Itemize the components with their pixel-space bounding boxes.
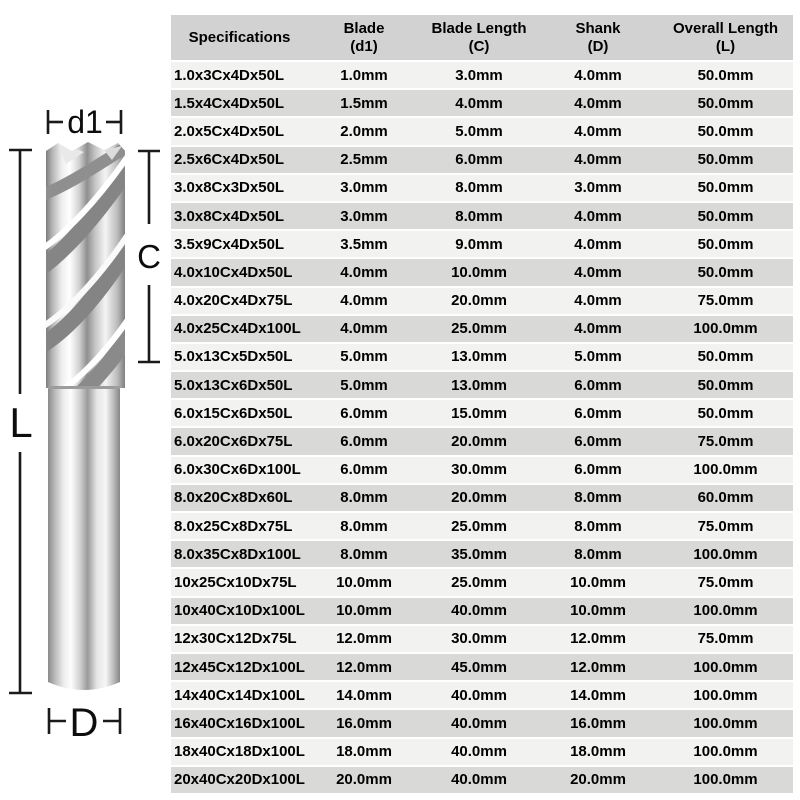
value-cell: 40.0mm [451,771,507,789]
value-cell: 8.0mm [455,207,503,225]
spec-cell: 8.0x25Cx8Dx75L [174,517,293,535]
value-cell: 75.0mm [697,292,754,310]
value-cell: 50.0mm [697,179,754,197]
spec-table [171,15,793,795]
value-cell: 6.0mm [574,404,622,422]
value-cell: 6.0mm [340,404,388,422]
value-cell: 4.0mm [574,320,622,338]
value-cell: 3.0mm [340,179,388,197]
value-cell: 4.0mm [455,94,503,112]
table-row [171,541,793,569]
table-row [171,316,793,344]
value-cell: 3.0mm [455,66,503,84]
value-cell: 10.0mm [570,573,626,591]
dimension-d1 [48,104,121,140]
dimension-c [137,151,161,362]
header-cell-shank [538,15,658,60]
value-cell: 100.0mm [693,743,758,761]
value-cell: 12.0mm [570,630,626,648]
header-sublabel: (C) [468,37,490,55]
value-cell: 25.0mm [451,517,507,535]
table-row [171,259,793,287]
value-cell: 2.0mm [340,122,388,140]
value-cell: 75.0mm [697,433,754,451]
tool-diagram [0,0,171,800]
value-cell: 60.0mm [697,489,754,507]
table-row [171,569,793,597]
value-cell: 50.0mm [697,207,754,225]
value-cell: 20.0mm [570,771,626,789]
value-cell: 4.0mm [574,151,622,169]
value-cell: 20.0mm [451,489,507,507]
dimension-l [9,150,33,693]
value-cell: 50.0mm [697,376,754,394]
value-cell: 40.0mm [451,743,507,761]
table-row [171,598,793,626]
table-row [171,739,793,767]
value-cell: 50.0mm [697,235,754,253]
spec-cell: 12x45Cx12Dx100L [174,658,305,676]
value-cell: 100.0mm [693,714,758,732]
value-cell: 4.0mm [574,66,622,84]
spec-cell: 3.0x8Cx4Dx50L [174,207,285,225]
value-cell: 100.0mm [693,602,758,620]
value-cell: 12.0mm [570,658,626,676]
value-cell: 100.0mm [693,686,758,704]
value-cell: 10.0mm [336,602,392,620]
value-cell: 9.0mm [455,235,503,253]
table-row [171,344,793,372]
value-cell: 13.0mm [451,348,507,366]
spec-cell: 4.0x20Cx4Dx75L [174,292,293,310]
d1-label: d1 [67,104,103,140]
value-cell: 100.0mm [693,461,758,479]
spec-cell: 3.5x9Cx4Dx50L [174,235,285,253]
value-cell: 20.0mm [451,433,507,451]
value-cell: 6.0mm [455,151,503,169]
value-cell: 20.0mm [336,771,392,789]
spec-cell: 8.0x35Cx8Dx100L [174,545,301,563]
value-cell: 12.0mm [336,630,392,648]
value-cell: 13.0mm [451,376,507,394]
spec-table-header [171,15,793,62]
spec-cell: 20x40Cx20Dx100L [174,771,305,789]
value-cell: 3.0mm [574,179,622,197]
value-cell: 25.0mm [451,320,507,338]
value-cell: 35.0mm [451,545,507,563]
value-cell: 8.0mm [340,489,388,507]
spec-cell: 5.0x13Cx5Dx50L [174,348,293,366]
header-label: Shank [575,19,621,37]
spec-cell: 10x25Cx10Dx75L [174,573,297,591]
shank-section [48,386,120,690]
value-cell: 18.0mm [336,743,392,761]
spec-cell: 1.0x3Cx4Dx50L [174,66,285,84]
value-cell: 30.0mm [451,461,507,479]
header-cell-overall-length [658,15,793,60]
value-cell: 1.0mm [340,66,388,84]
value-cell: 14.0mm [336,686,392,704]
value-cell: 4.0mm [574,94,622,112]
table-row [171,457,793,485]
c-label: C [137,238,161,275]
l-label: L [9,399,33,446]
value-cell: 16.0mm [336,714,392,732]
value-cell: 50.0mm [697,122,754,140]
header-sublabel: (D) [587,37,609,55]
header-cell-specifications [171,15,308,60]
value-cell: 5.0mm [574,348,622,366]
value-cell: 8.0mm [574,545,622,563]
value-cell: 4.0mm [574,207,622,225]
table-row [171,90,793,118]
d-label: D [69,701,99,745]
table-row [171,710,793,738]
spec-cell: 16x40Cx16Dx100L [174,714,305,732]
value-cell: 4.0mm [574,122,622,140]
value-cell: 75.0mm [697,630,754,648]
table-row [171,231,793,259]
value-cell: 8.0mm [340,517,388,535]
value-cell: 75.0mm [697,573,754,591]
value-cell: 40.0mm [451,686,507,704]
table-row [171,654,793,682]
value-cell: 6.0mm [574,433,622,451]
spec-cell: 6.0x30Cx6Dx100L [174,461,301,479]
header-sublabel: (L) [715,37,736,55]
value-cell: 5.0mm [340,376,388,394]
value-cell: 100.0mm [693,320,758,338]
value-cell: 50.0mm [697,66,754,84]
spec-cell: 2.0x5Cx4Dx50L [174,122,285,140]
value-cell: 6.0mm [340,433,388,451]
value-cell: 6.0mm [574,461,622,479]
value-cell: 75.0mm [697,517,754,535]
spec-cell: 6.0x20Cx6Dx75L [174,433,293,451]
value-cell: 6.0mm [574,376,622,394]
spec-cell: 5.0x13Cx6Dx50L [174,376,293,394]
value-cell: 10.0mm [570,602,626,620]
value-cell: 40.0mm [451,602,507,620]
spec-cell: 12x30Cx12Dx75L [174,630,297,648]
value-cell: 4.0mm [574,263,622,281]
value-cell: 15.0mm [451,404,507,422]
table-row [171,428,793,456]
value-cell: 50.0mm [697,348,754,366]
table-row [171,485,793,513]
value-cell: 1.5mm [340,94,388,112]
value-cell: 8.0mm [455,179,503,197]
value-cell: 3.5mm [340,235,388,253]
table-row [171,118,793,146]
value-cell: 30.0mm [451,630,507,648]
table-row [171,288,793,316]
value-cell: 12.0mm [336,658,392,676]
value-cell: 45.0mm [451,658,507,676]
value-cell: 40.0mm [451,714,507,732]
spec-cell: 1.5x4Cx4Dx50L [174,94,285,112]
value-cell: 100.0mm [693,545,758,563]
header-label: Blade Length [431,19,527,37]
value-cell: 14.0mm [570,686,626,704]
table-row [171,682,793,710]
value-cell: 25.0mm [451,573,507,591]
header-sublabel: (d1) [350,37,378,55]
value-cell: 50.0mm [697,94,754,112]
value-cell: 100.0mm [693,658,758,676]
dimension-d [49,701,120,745]
value-cell: 4.0mm [340,292,388,310]
value-cell: 100.0mm [693,771,758,789]
table-row [171,175,793,203]
value-cell: 3.0mm [340,207,388,225]
table-row [171,767,793,795]
value-cell: 8.0mm [574,489,622,507]
value-cell: 50.0mm [697,151,754,169]
spec-cell: 3.0x8Cx3Dx50L [174,179,285,197]
spec-cell: 8.0x20Cx8Dx60L [174,489,293,507]
value-cell: 5.0mm [455,122,503,140]
spec-cell: 4.0x25Cx4Dx100L [174,320,301,338]
value-cell: 50.0mm [697,404,754,422]
value-cell: 4.0mm [340,320,388,338]
table-row [171,400,793,428]
value-cell: 2.5mm [340,151,388,169]
value-cell: 8.0mm [340,545,388,563]
spec-table-rows [171,62,793,795]
spec-cell: 18x40Cx18Dx100L [174,743,305,761]
flute-section [30,142,148,424]
value-cell: 50.0mm [697,263,754,281]
table-row [171,147,793,175]
value-cell: 4.0mm [340,263,388,281]
table-row [171,62,793,90]
spec-cell: 6.0x15Cx6Dx50L [174,404,293,422]
value-cell: 10.0mm [336,573,392,591]
value-cell: 18.0mm [570,743,626,761]
value-cell: 8.0mm [574,517,622,535]
table-row [171,513,793,541]
value-cell: 5.0mm [340,348,388,366]
header-label: Specifications [188,28,291,46]
table-row [171,372,793,400]
spec-cell: 10x40Cx10Dx100L [174,602,305,620]
value-cell: 16.0mm [570,714,626,732]
value-cell: 4.0mm [574,235,622,253]
spec-cell: 4.0x10Cx4Dx50L [174,263,293,281]
table-row [171,626,793,654]
header-label: Overall Length [672,19,779,37]
value-cell: 4.0mm [574,292,622,310]
value-cell: 20.0mm [451,292,507,310]
header-cell-blade-length [420,15,538,60]
end-mill-illustration [0,0,171,800]
spec-cell: 2.5x6Cx4Dx50L [174,151,285,169]
spec-cell: 14x40Cx14Dx100L [174,686,305,704]
table-row [171,203,793,231]
value-cell: 6.0mm [340,461,388,479]
header-cell-blade [308,15,420,60]
value-cell: 10.0mm [451,263,507,281]
header-label: Blade [343,19,385,37]
